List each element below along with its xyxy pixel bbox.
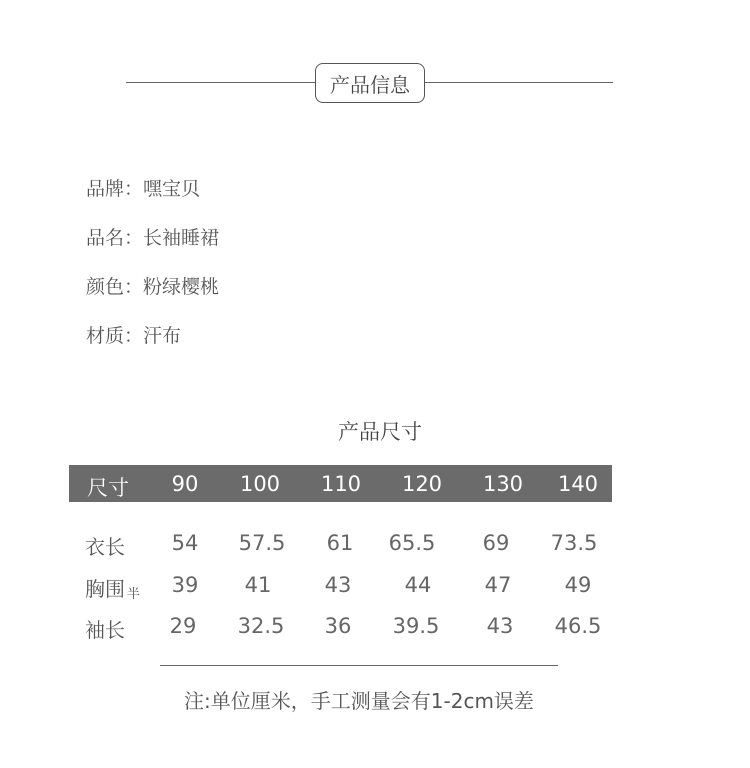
table-cell: 49 (564, 573, 592, 597)
size-header-cell: 120 (401, 472, 443, 496)
row-label-text: 衣长 (85, 535, 125, 559)
info-brand (86, 174, 200, 201)
row-label-suffix: 半 (127, 587, 141, 602)
size-header-cell: 130 (482, 472, 524, 496)
table-cell: 43 (324, 573, 352, 597)
info-material (86, 321, 181, 348)
info-material-label: 材质： (86, 325, 144, 347)
size-header-cell: 140 (557, 472, 599, 496)
info-brand-value: 嘿宝贝 (143, 178, 201, 200)
table-cell: 41 (244, 573, 272, 597)
row-label-length (85, 531, 125, 560)
table-cell: 61 (326, 531, 354, 555)
table-cell: 73.5 (550, 531, 598, 555)
size-table-title: 产品尺寸 (338, 420, 422, 444)
info-color-label: 颜色： (86, 276, 144, 298)
table-cell: 44 (404, 573, 432, 597)
info-product-name (86, 223, 219, 250)
row-label-text: 袖长 (85, 618, 125, 642)
row-label-text: 胸围 (85, 577, 125, 601)
table-cell: 57.5 (238, 531, 286, 555)
page-title: 产品信息 (315, 63, 425, 103)
table-cell: 43 (486, 614, 514, 638)
table-cell: 32.5 (237, 614, 285, 638)
measurement-note: 注:单位厘米，手工测量会有1-2cm误差 (184, 689, 534, 713)
info-brand-label: 品牌： (86, 178, 144, 200)
size-table-header (69, 465, 612, 502)
info-color (86, 272, 219, 299)
row-label-sleeve (85, 614, 125, 643)
info-color-value: 粉绿樱桃 (143, 276, 220, 298)
size-header-cell: 90 (171, 472, 199, 496)
size-header-cell: 110 (320, 472, 362, 496)
table-cell: 47 (484, 573, 512, 597)
table-cell: 36 (324, 614, 352, 638)
table-cell: 54 (171, 531, 199, 555)
size-header-label: 尺寸 (87, 476, 129, 500)
table-cell: 39 (171, 573, 199, 597)
size-header-cell: 100 (239, 472, 281, 496)
table-cell: 29 (169, 614, 197, 638)
table-cell: 39.5 (392, 614, 440, 638)
info-material-value: 汗布 (143, 325, 182, 347)
row-label-chest (85, 573, 140, 602)
info-product-name-label: 品名： (86, 227, 144, 249)
table-cell: 46.5 (554, 614, 602, 638)
table-cell: 65.5 (388, 531, 436, 555)
header-line-left (126, 82, 315, 83)
info-product-name-value: 长袖睡裙 (143, 227, 220, 249)
note-divider (160, 665, 558, 666)
header-line-right (423, 82, 613, 83)
table-cell: 69 (482, 531, 510, 555)
